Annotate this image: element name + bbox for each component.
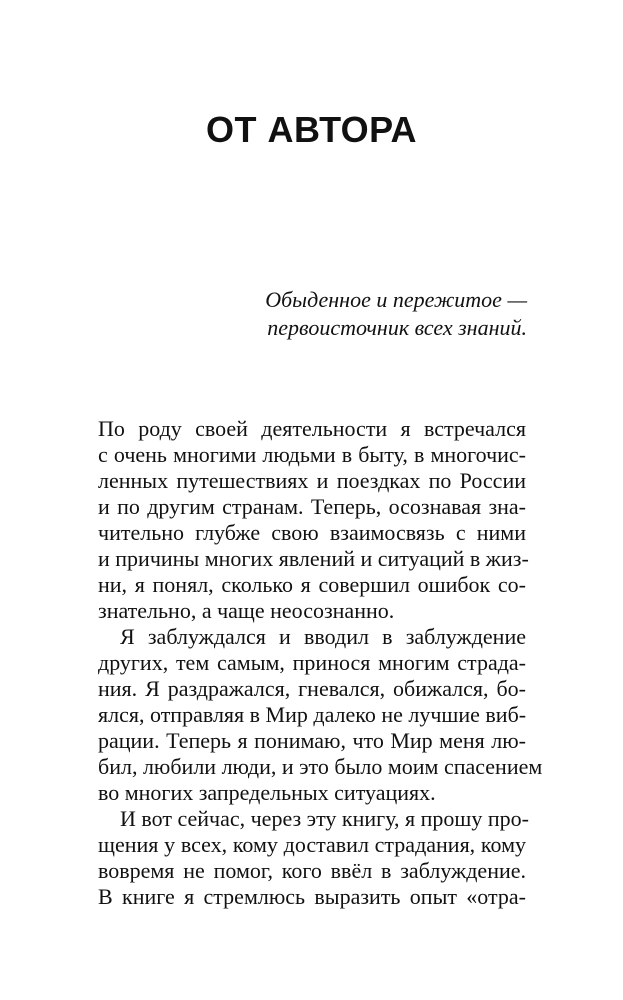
text-line: Я заблуждался и вводил в заблуждение <box>120 624 526 649</box>
text-line: и по другим странам. Теперь, осознавая зна- <box>98 494 526 519</box>
chapter-title: ОТ АВТОРА <box>205 109 418 150</box>
body-text <box>98 416 543 910</box>
text-line: бил, любили люди, и это было моим спасением <box>98 754 543 779</box>
text-line: во многих запредельных ситуациях. <box>98 780 436 805</box>
epigraph-line: Обыденное и пережитое — <box>265 287 527 312</box>
text-line: рации. Теперь я понимаю, что Мир меня лю- <box>98 728 526 753</box>
text-line: ялся, отправляя в Мир далеко не лучшие виб- <box>98 702 527 727</box>
text-line: По роду своей деятельности я встречался <box>98 416 526 441</box>
text-line: ленных путешествиях и поездках по России <box>98 468 526 493</box>
epigraph-line: первоисточник всех знаний. <box>267 315 527 340</box>
text-line: вовремя не помог, кого ввёл в заблуждение. <box>98 858 526 883</box>
text-line: ния. Я раздражался, гневался, обижался, бо- <box>98 676 526 701</box>
text-line: ни, я понял, сколько я совершил ошибок со- <box>98 572 526 597</box>
text-line: чительно глубже свою взаимосвязь с ними <box>98 520 526 545</box>
text-line: щения у всех, кому доставил страдания, кому <box>98 832 526 857</box>
text-line: и причины многих явлений и ситуаций в жиз- <box>98 546 529 571</box>
text-line: знательно, а чаще неосознанно. <box>98 598 395 623</box>
text-line: с очень многими людьми в быту, в многочис- <box>98 442 526 467</box>
text-line: И вот сейчас, через эту книгу, я прошу про- <box>120 806 529 831</box>
epigraph <box>197 286 527 342</box>
text-line: других, тем самым, принося многим страда- <box>98 650 526 675</box>
text-line: В книге я стремлюсь выразить опыт «отра- <box>98 884 526 909</box>
